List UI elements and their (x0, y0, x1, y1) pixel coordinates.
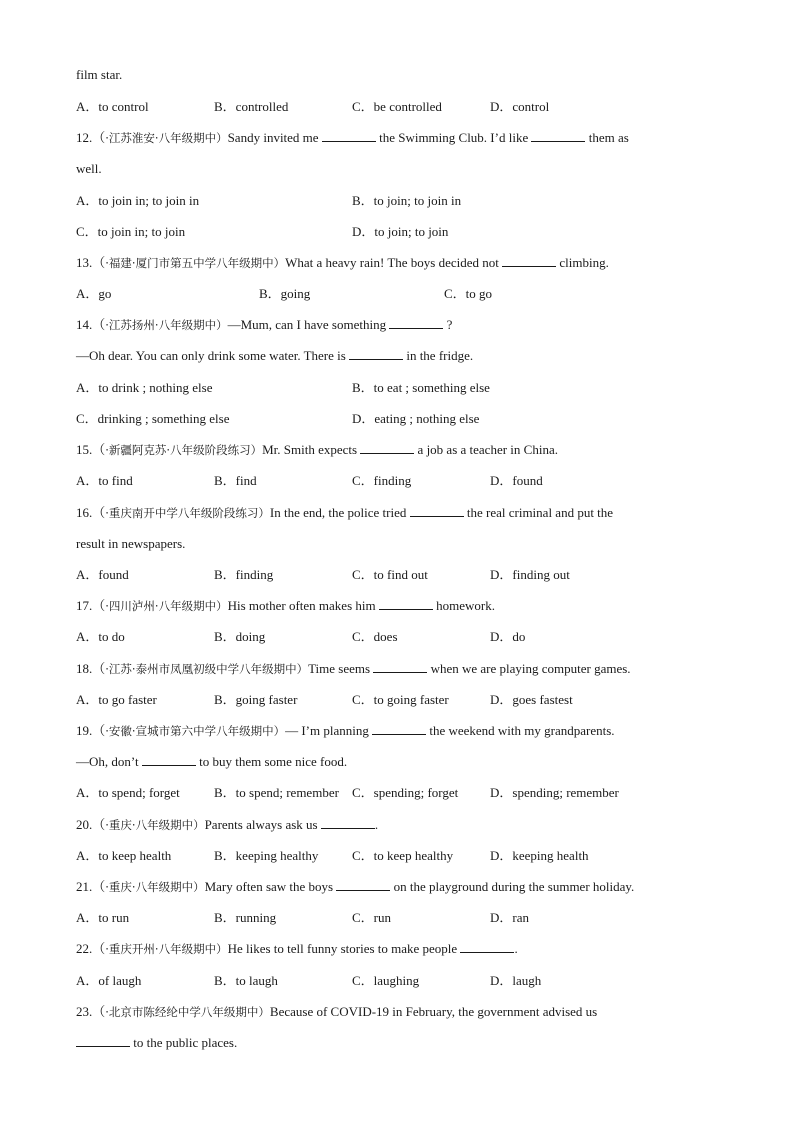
q19-stem-continuation: —Oh, don’t to buy them some nice food. (76, 754, 348, 769)
q12-stem: 12.（·江苏淮安·八年级期中）Sandy invited me the Swimming Club. I’d like them as (76, 130, 629, 145)
answer-blank[interactable] (379, 597, 433, 610)
question-source: ·安徽·宣城市第六中学八年级期中） (105, 724, 286, 738)
q16-option-b[interactable]: B．finding (214, 567, 274, 582)
question-number: 18.（ (76, 661, 106, 676)
q11-option-a[interactable]: A．to control (76, 99, 149, 114)
answer-blank[interactable] (142, 753, 196, 766)
q14-option-c[interactable]: C．drinking ; something else (76, 411, 230, 426)
q11-option-b[interactable]: B．controlled (214, 99, 289, 114)
q15-option-c[interactable]: C．finding (352, 473, 412, 488)
answer-blank[interactable] (460, 940, 514, 953)
q19-option-d[interactable]: D．spending; remember (490, 785, 619, 800)
q20-option-c[interactable]: C．to keep healthy (352, 848, 454, 863)
q11-option-c[interactable]: C．be controlled (352, 99, 442, 114)
q18-option-c[interactable]: C．to going faster (352, 692, 449, 707)
question-number: 14.（ (76, 317, 106, 332)
q23-stem-continuation: to the public places. (76, 1034, 237, 1052)
q13-option-a[interactable]: A．go (76, 286, 112, 301)
q16-option-d[interactable]: D．finding out (490, 567, 570, 582)
question-source: ·重庆南开中学八年级阶段练习） (105, 506, 270, 520)
question-source: ·重庆·八年级期中） (105, 880, 205, 894)
q15-stem: 15.（·新疆阿克苏·八年级阶段练习）Mr. Smith expects a job as a teacher in China. (76, 442, 558, 457)
answer-blank[interactable] (336, 878, 390, 891)
q22-stem: 22.（·重庆开州·八年级期中）He likes to tell funny stories to make people . (76, 941, 518, 956)
q16-stem-continuation: result in newspapers. (76, 536, 186, 551)
answer-blank[interactable] (322, 129, 376, 142)
q13-stem: 13.（·福建·厦门市第五中学八年级期中）What a heavy rain! The boys decided not climbing. (76, 255, 609, 270)
question-source: ·新疆阿克苏·八年级阶段练习） (105, 443, 263, 457)
q22-option-a[interactable]: A．of laugh (76, 973, 142, 988)
q21-option-c[interactable]: C．run (352, 910, 392, 925)
question-number: 22.（ (76, 941, 106, 956)
q18-option-b[interactable]: B．going faster (214, 692, 298, 707)
question-number: 20.（ (76, 817, 106, 832)
q13-option-c[interactable]: C．to go (444, 286, 493, 301)
question-number: 21.（ (76, 879, 106, 894)
answer-blank[interactable] (360, 441, 414, 454)
question-source: ·重庆·八年级期中） (105, 818, 205, 832)
question-source: ·江苏·泰州市凤凰初级中学八年级期中） (105, 662, 309, 676)
answer-blank[interactable] (389, 316, 443, 329)
q22-option-d[interactable]: D．laugh (490, 973, 542, 988)
answer-blank[interactable] (349, 347, 403, 360)
question-source: ·北京市陈经纶中学八年级期中） (105, 1005, 270, 1019)
q14-stem-continuation: —Oh dear. You can only drink some water. There is in the fridge. (76, 348, 474, 363)
q11-stem-continuation: film star. (76, 67, 123, 82)
question-number: 15.（ (76, 442, 106, 457)
question-source: ·江苏扬州·八年级期中） (105, 318, 228, 332)
q12-stem-continuation: well. (76, 161, 102, 176)
answer-blank[interactable] (372, 722, 426, 735)
q19-stem: 19.（·安徽·宣城市第六中学八年级期中）— I’m planning the weekend with my grandparents. (76, 723, 615, 738)
q11-option-d[interactable]: D．control (490, 99, 550, 114)
q21-option-d[interactable]: D．ran (490, 910, 529, 925)
answer-blank[interactable] (410, 504, 464, 517)
q17-stem: 17.（·四川泸州·八年级期中）His mother often makes him homework. (76, 598, 495, 613)
q21-stem: 21.（·重庆·八年级期中）Mary often saw the boys on the playground during the summer holiday. (76, 879, 635, 894)
q12-option-b[interactable]: B．to join; to join in (352, 193, 462, 208)
q20-stem: 20.（·重庆·八年级期中）Parents always ask us . (76, 817, 379, 832)
q20-option-d[interactable]: D．keeping health (490, 848, 589, 863)
q19-option-c[interactable]: C．spending; forget (352, 785, 459, 800)
q12-option-c[interactable]: C．to join in; to join (76, 224, 186, 239)
question-source: ·四川泸州·八年级期中） (105, 599, 228, 613)
q16-option-a[interactable]: A．found (76, 567, 129, 582)
q16-option-c[interactable]: C．to find out (352, 567, 428, 582)
q19-option-b[interactable]: B．to spend; remember (214, 785, 339, 800)
q14-option-a[interactable]: A．to drink ; nothing else (76, 380, 213, 395)
question-number: 13.（ (76, 255, 106, 270)
answer-blank[interactable] (321, 816, 375, 829)
q12-option-a[interactable]: A．to join in; to join in (76, 193, 200, 208)
q21-option-a[interactable]: A．to run (76, 910, 130, 925)
question-number: 19.（ (76, 723, 106, 738)
q15-option-d[interactable]: D．found (490, 473, 543, 488)
q22-option-b[interactable]: B．to laugh (214, 973, 278, 988)
q17-option-d[interactable]: D．do (490, 629, 526, 644)
q14-option-d[interactable]: D．eating ; nothing else (352, 411, 480, 426)
question-number: 12.（ (76, 130, 106, 145)
q18-option-a[interactable]: A．to go faster (76, 692, 157, 707)
q18-stem: 18.（·江苏·泰州市凤凰初级中学八年级期中）Time seems when we are playing computer games. (76, 661, 631, 676)
q20-option-a[interactable]: A．to keep health (76, 848, 172, 863)
question-number: 17.（ (76, 598, 106, 613)
q12-option-d[interactable]: D．to join; to join (352, 224, 449, 239)
question-number: 16.（ (76, 505, 106, 520)
q23-stem: 23.（·北京市陈经纶中学八年级期中）Because of COVID-19 in February, the government advised us (76, 1004, 598, 1019)
question-source: ·江苏淮安·八年级期中） (105, 131, 228, 145)
question-source: ·重庆开州·八年级期中） (105, 942, 228, 956)
q22-option-c[interactable]: C．laughing (352, 973, 420, 988)
q13-option-b[interactable]: B．going (259, 286, 311, 301)
q18-option-d[interactable]: D．goes fastest (490, 692, 573, 707)
q21-option-b[interactable]: B．running (214, 910, 277, 925)
q16-stem: 16.（·重庆南开中学八年级阶段练习）In the end, the police tried the real criminal and put the (76, 505, 614, 520)
q17-option-a[interactable]: A．to do (76, 629, 125, 644)
q14-option-b[interactable]: B．to eat ; something else (352, 380, 490, 395)
answer-blank[interactable] (373, 660, 427, 673)
q19-option-a[interactable]: A．to spend; forget (76, 785, 180, 800)
q15-option-b[interactable]: B．find (214, 473, 257, 488)
q17-option-b[interactable]: B．doing (214, 629, 266, 644)
q15-option-a[interactable]: A．to find (76, 473, 133, 488)
answer-blank[interactable] (502, 254, 556, 267)
answer-blank[interactable] (76, 1034, 130, 1047)
q17-option-c[interactable]: C．does (352, 629, 398, 644)
q20-option-b[interactable]: B．keeping healthy (214, 848, 319, 863)
q14-stem: 14.（·江苏扬州·八年级期中）—Mum, can I have something ? (76, 317, 453, 332)
question-source: ·福建·厦门市第五中学八年级期中） (105, 256, 286, 270)
answer-blank[interactable] (531, 129, 585, 142)
question-number: 23.（ (76, 1004, 106, 1019)
